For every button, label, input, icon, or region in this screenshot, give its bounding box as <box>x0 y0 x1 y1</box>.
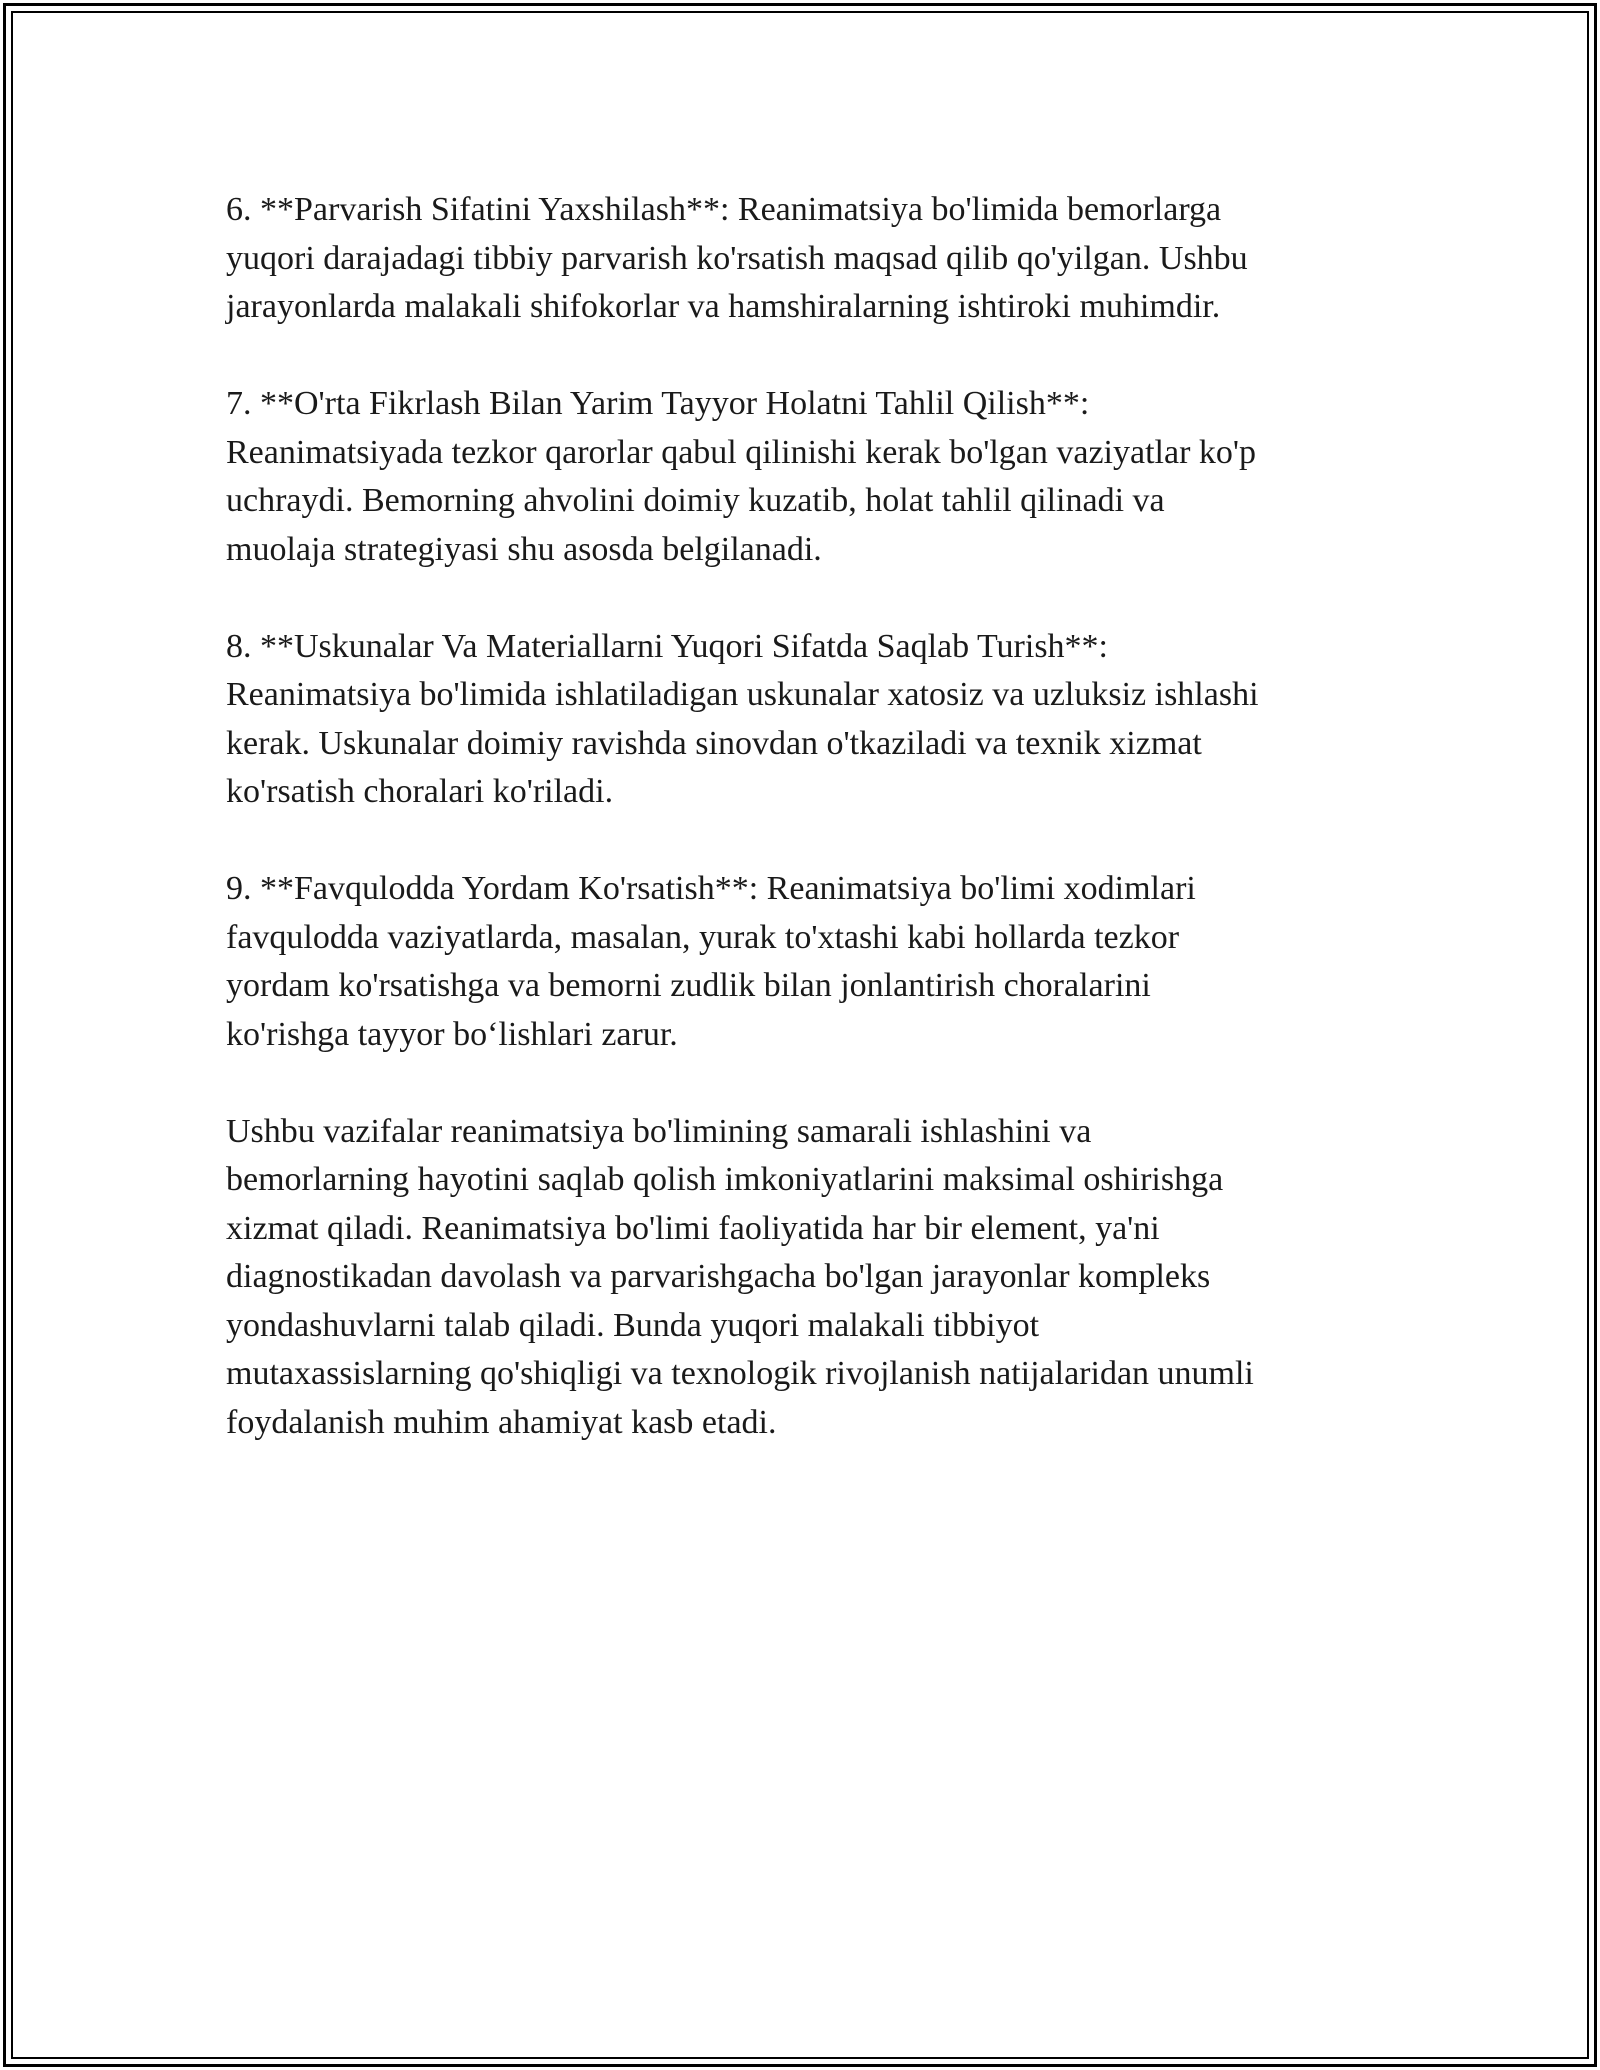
document-body <box>226 186 1356 1496</box>
paragraph-item-7: 7. **O'rta Fikrlash Bilan Yarim Tayyor Holatni Tahlil Qilish**: Reanimatsiyada tezkor qarorlar qabul qilinishi kerak bo'lgan vaziyatlar ko'p uchraydi. Bemorning ahvolini doimiy kuzatib, holat tahlil qilinadi va muolaja strategiyasi shu asosda belgilanadi. <box>226 385 1257 568</box>
paragraph-item-8: 8. **Uskunalar Va Materiallarni Yuqori Sifatda Saqlab Turish**: Reanimatsiya bo'limida ishlatiladigan uskunalar xatosiz va uzluksiz ishlashi kerak. Uskunalar doimiy ravishda sinovdan o'tkaziladi va texnik xizmat ko'rsatish choralari ko'riladi. <box>226 627 1259 810</box>
paragraph-item-9: 9. **Favqulodda Yordam Ko'rsatish**: Reanimatsiya bo'limi xodimlari favqulodda vaziyatlarda, masalan, yurak to'xtashi kabi hollarda tezkor yordam ko'rsatishga va bemorni zudlik bilan jonlantirish choralarini ko'rishga tayyor bo‘lishlari zarur. <box>226 870 1196 1053</box>
paragraph-item-6: 6. **Parvarish Sifatini Yaxshilash**: Reanimatsiya bo'limida bemorlarga yuqori darajadagi tibbiy parvarish ko'rsatish maqsad qilib qo'yilgan. Ushbu jarayonlarda malakali shifokorlar va hamshiralarning ishtiroki muhimdir. <box>226 191 1248 325</box>
paragraph-conclusion: Ushbu vazifalar reanimatsiya bo'limining samarali ishlashini va bemorlarning hayotini saqlab qolish imkoniyatlarini maksimal oshirishga xizmat qiladi. Reanimatsiya bo'limi faoliyatida har bir element, ya'ni diagnostikadan davolash va parvarishgacha bo'lgan jarayonlar kompleks yondashuvlarni talab qiladi. Bunda yuqori malakali tibbiyot mutaxassislarning qo'shiqligi va texnologik rivojlanish natijalaridan unumli foydalanish muhim ahamiyat kasb etadi. <box>226 1112 1254 1441</box>
